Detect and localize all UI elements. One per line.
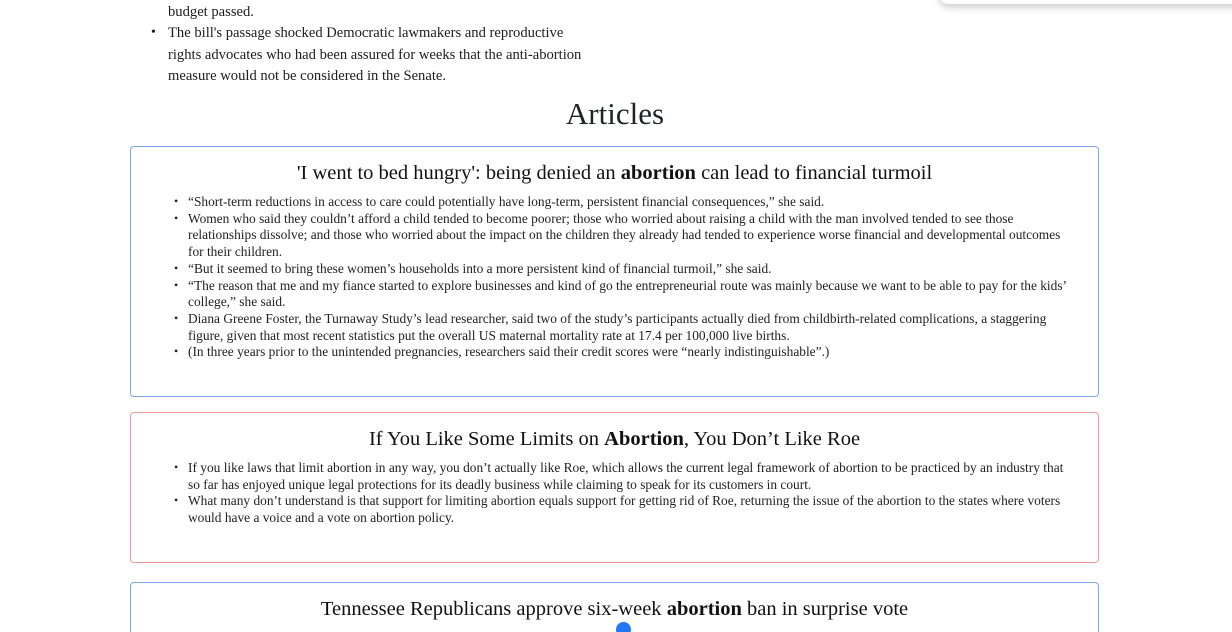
article-title-suffix: , You Don’t Like Roe [683,428,861,450]
article-bullet: • “Short-term reductions in access to care could potentially have long-term, persistent financial consequences,” she said. [188,194,1072,211]
article-bullet: • Women who said they couldn’t afford a child tended to become poorer; those who worried about raising a child with the man involved tended to see those relationships dissolve; and those who worried about the impact on the children they already had tended to experience worse financial and developmental outcomes for their children. [188,211,1072,261]
articles-heading: Articles [565,96,665,131]
article-title-prefix: 'I went to bed hungry': being denied an [296,162,621,184]
article-bullet: • If you like laws that limit abortion in any way, you don’t actually like Roe, which allows the current legal framework of abortion to be practiced by an industry that so far has enjoyed unique legal protections for its deadly business while claiming to speak for its customers in court. [188,460,1072,493]
article-title [151,160,1078,186]
article-card [130,582,1099,632]
article-title-suffix: ban in surprise vote [741,598,909,620]
article-card [130,146,1099,397]
article-title-suffix: can lead to financial turmoil [695,162,933,184]
article-bullet: • “But it seemed to bring these women’s households into a more persistent kind of financial turmoil,” she said. [188,261,1072,278]
article-bullet: • (In three years prior to the unintended pregnancies, researchers said their credit scores were “nearly indistinguishable”.) [188,344,1072,361]
article-title [151,596,1078,622]
offscreen-overlay-shadow [940,0,1232,4]
article-bullet-list [131,194,1098,361]
article-bullet: • What many don’t understand is that support for limiting abortion equals support for getting rid of Roe, returning the issue of the abortion to the states where voters would have a voice and a vote on abortion policy. [188,493,1072,526]
article-card [130,412,1099,563]
article-bullet-list [131,460,1098,527]
article-title-prefix: Tennessee Republicans approve six-week [320,598,667,620]
article-title-bold-word: abortion [620,162,696,184]
article-title-prefix: If You Like Some Limits on [368,428,605,450]
intro-bullet-list [149,2,589,87]
article-title-bold-word: Abortion [604,428,684,450]
intro-bullet: • The bill's passage shocked Democratic lawmakers and reproductive rights advocates who had been assured for weeks that the anti-abortion measure would not be considered in the Senate. [149,23,589,87]
article-bullet: • Diana Greene Foster, the Turnaway Study’s lead researcher, said two of the study’s participants actually died from childbirth-related complications, a staggering figure, given that most recent statistics put the overall US maternal mortality rate at 17.4 per 100,000 live births. [188,311,1072,344]
article-bullet: • “The reason that me and my fiance started to explore businesses and kind of go the entrepreneurial route was mainly because we want to be able to pay for the kids’ college,” she said. [188,278,1072,311]
article-title [151,426,1078,452]
article-title-bold-word: abortion [666,598,742,620]
touch-indicator-dot [616,622,631,632]
intro-continuation-text: budget passed. [168,4,254,20]
